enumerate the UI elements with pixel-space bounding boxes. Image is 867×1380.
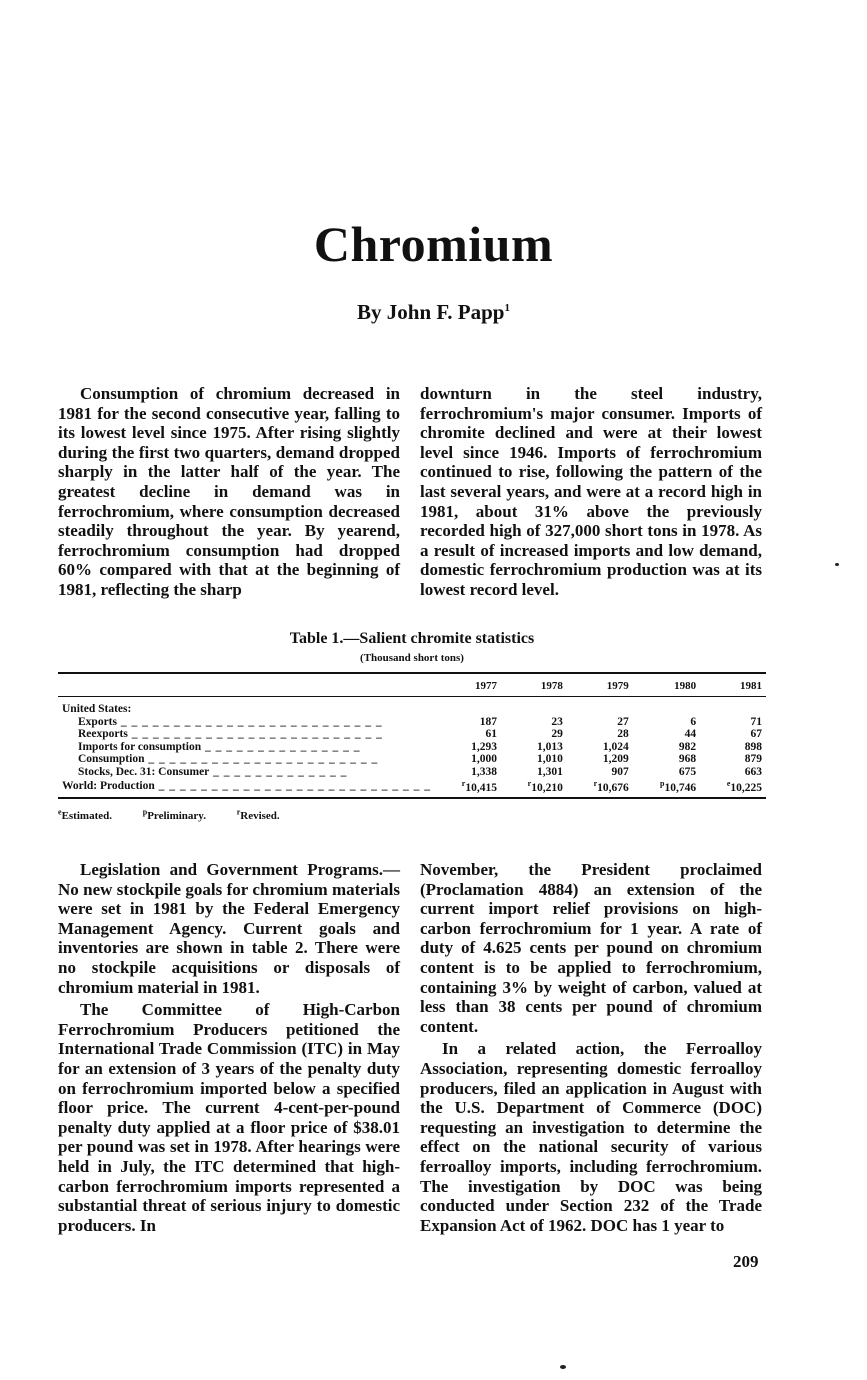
author: By John F. Papp	[357, 300, 505, 324]
cell: 1,000	[471, 753, 497, 765]
body-column-left	[58, 860, 400, 1235]
cell: 6	[690, 715, 697, 728]
row-label: Consumption _ _ _ _ _ _ _ _ _ _ _ _ _ _ _ _ _ _ _ _ _ _	[78, 753, 379, 765]
intro-paragraph-right: downturn in the steel industry, ferrochromium's major consumer. Imports of chromite declined and were at their lowest level since 1946. Imports of ferrochromium continued to rise, following the pattern of the last several years, and were at a record high in 1981, about 31% above the previously recorded high of 327,000 short tons in 1978. As a result of increased imports and low demand, domestic ferrochromium production was at its lowest record level.	[420, 384, 762, 599]
byline	[0, 300, 867, 325]
body-paragraph: The Committee of High-Carbon Ferrochromium Producers petitioned the International Trade Commission (ITC) in May for an extension of 3 years of the penalty duty on ferrochromium imported below a specified floor price. The current 4-cent-per-pound penalty duty applied at a floor price of $38.01 per pound was set in 1978. After hearings were held in July, the ITC determined that high-carbon ferrochromium imports represented a substantial threat of serious injury to domestic producers. In	[58, 1000, 400, 1235]
footnote-mark: 1	[504, 302, 510, 314]
table-section-row	[58, 697, 766, 716]
cell: 1,024	[602, 740, 629, 753]
statistics-table-section	[58, 630, 766, 822]
cell: 71	[750, 715, 762, 728]
note-preliminary: $^p$Preliminary.	[142, 807, 206, 822]
cell: 187	[479, 715, 497, 728]
body-paragraph: November, the President proclaimed (Proclamation 4884) an extension of the current import relief provisions on high-carbon ferrochromium for 1 year. A rate of duty of 4.625 cents per pound on chromium content is to be applied to ferrochromium, containing 3% by weight of carbon, valued at less than 38 cents per pound of chromium content.	[420, 860, 762, 1036]
year-header: 1978	[540, 680, 563, 692]
year-header: 1977	[474, 680, 497, 692]
row-label: World: Production _ _ _ _ _ _ _ _ _ _ _ _ _ _ _ _ _ _ _ _ _ _ _ _ _ _	[62, 779, 432, 792]
scan-mark	[835, 563, 839, 566]
year-header: 1981	[740, 680, 762, 692]
intro-paragraph-left: Consumption of chromium decreased in 1981 for the second consecutive year, falling to its lowest level since 1975. After rising slightly during the first two quarters, demand dropped sharply in the latter half of the year. The greatest decline in demand was in ferrochromium, where consumption decreased steadily throughout the year. By yearend, ferrochromium consumption had dropped 60% compared with that at the beginning of 1981, reflecting the sharp	[58, 384, 400, 599]
page-title: Chromium	[313, 216, 554, 272]
cell: $^r$10,210	[527, 779, 563, 794]
body-paragraph: Legislation and Government Programs.—No new stockpile goals for chromium materials were set in 1981 by the Federal Emergency Management Agency. Current goals and inventories are shown in table 2. There were no stockpile acquisitions or disposals of chromium material in 1981.	[58, 860, 400, 997]
table-notes	[58, 807, 766, 822]
cell: $^r$10,415	[461, 779, 497, 794]
table-row	[58, 741, 766, 754]
cell: $^p$10,746	[659, 779, 697, 794]
cell: 27	[617, 715, 629, 728]
year-header: 1979	[606, 680, 629, 692]
cell: 28	[617, 728, 629, 740]
cell: 61	[485, 728, 497, 740]
table-row	[58, 716, 766, 729]
cell: 23	[551, 715, 563, 728]
section-label: United States:	[62, 703, 132, 715]
cell: 1,338	[471, 765, 497, 778]
cell: 44	[684, 728, 697, 740]
table-title: Table 1.—Salient chromite statistics	[289, 630, 535, 647]
statistics-table	[58, 672, 766, 799]
intro-column-left	[58, 384, 400, 600]
page-number: 209	[733, 1252, 759, 1271]
cell: 1,209	[602, 753, 629, 765]
table-header-row	[58, 673, 766, 697]
cell: 879	[744, 753, 762, 765]
cell: 29	[551, 728, 563, 740]
cell: 675	[678, 765, 697, 778]
table-row	[58, 728, 766, 741]
table-subtitle: (Thousand short tons)	[360, 652, 464, 664]
cell: 907	[611, 765, 629, 778]
cell: 1,013	[536, 740, 563, 753]
cell: 982	[678, 740, 697, 753]
cell: 663	[744, 765, 762, 778]
table-row	[58, 766, 766, 779]
cell: $^e$10,225	[726, 779, 762, 794]
year-header: 1980	[674, 680, 697, 692]
section-heading: Legislation and Government Programs.	[80, 860, 383, 879]
intro-column-right	[420, 384, 762, 600]
row-label: Imports for consumption _ _ _ _ _ _ _ _ _ _ _ _ _ _ _	[78, 740, 361, 753]
cell: 67	[750, 728, 762, 740]
row-label: Exports _ _ _ _ _ _ _ _ _ _ _ _ _ _ _ _ _ _ _ _ _ _ _ _ _	[78, 715, 383, 728]
cell: 1,010	[536, 753, 563, 765]
cell: 968	[678, 753, 697, 765]
cell: 1,301	[536, 765, 563, 778]
row-label: Stocks, Dec. 31: Consumer _ _ _ _ _ _ _ _ _ _ _ _ _	[78, 765, 348, 778]
cell: 1,293	[471, 740, 497, 753]
cell: $^r$10,676	[593, 779, 629, 794]
table-row	[58, 753, 766, 766]
cell: 898	[744, 740, 762, 753]
scan-mark	[560, 1365, 566, 1369]
body-paragraph: In a related action, the Ferroalloy Association, representing domestic ferroalloy producers, filed an application in August with the U.S. Department of Commerce (DOC) requesting an investigation to determine the effect on the national security of various ferroalloy imports, including ferrochromium. The investigation by DOC was being conducted under Section 232 of the Trade Expansion Act of 1962. DOC has 1 year to	[420, 1039, 762, 1235]
note-revised: $^r$Revised.	[236, 807, 280, 822]
row-label: Reexports _ _ _ _ _ _ _ _ _ _ _ _ _ _ _ _ _ _ _ _ _ _ _ _	[78, 728, 383, 740]
body-column-right	[420, 860, 762, 1235]
table-header-blank	[58, 673, 435, 697]
note-estimated: $^e$Estimated.	[58, 807, 112, 822]
table-row-world	[58, 778, 766, 798]
